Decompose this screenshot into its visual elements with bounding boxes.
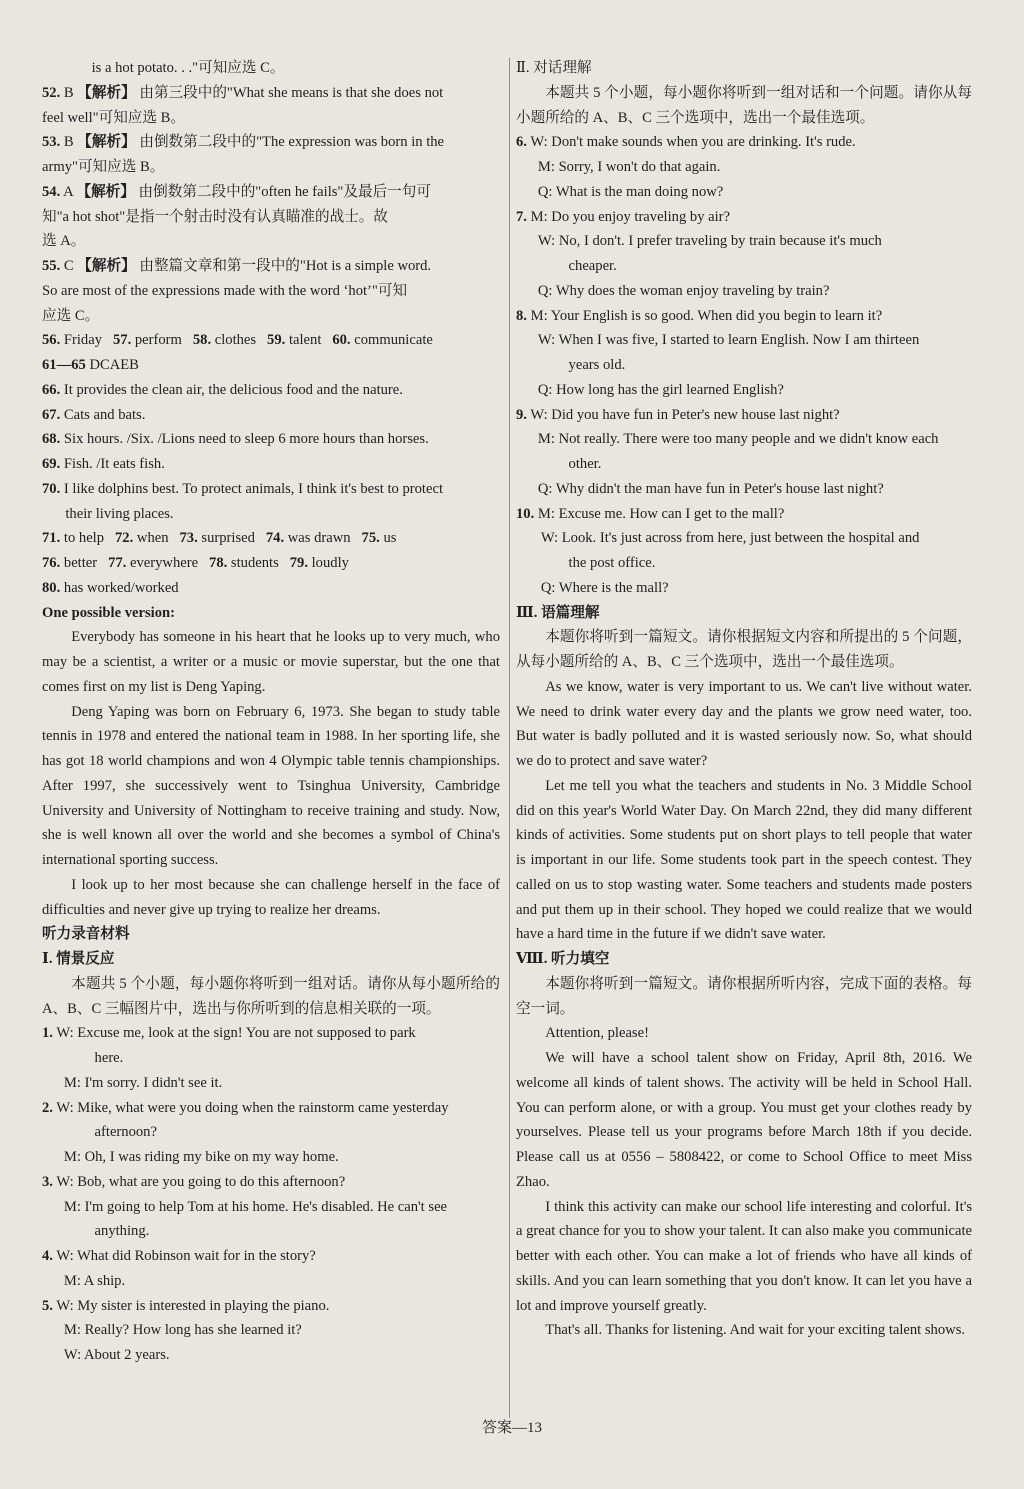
page-number: 答案—13 <box>481 1420 542 1436</box>
left-column <box>42 56 500 1368</box>
dialogue-line: M: Oh, I was riding my bike on my way home. <box>63 1149 339 1165</box>
right-column <box>516 56 972 1343</box>
dialogue-line: M: Do you enjoy traveling by air? <box>530 208 731 225</box>
answer-text: when <box>136 530 169 547</box>
answer-letter: A <box>63 183 73 200</box>
essay-paragraph: I look up to her most because she can challenge herself in the face of difficulties and never give up trying to realize her dreams. <box>42 876 500 918</box>
dialogue-line: M: I'm going to help Tom at his home. He's disabled. He can't see <box>63 1198 448 1215</box>
analysis-tag: 【解析】 <box>77 258 136 274</box>
answer-text: students <box>230 555 279 571</box>
question-6 <box>516 130 972 204</box>
answer-text: Friday <box>63 332 103 349</box>
section-3-paragraph: Let me tell you what the teachers and students in No. 3 Middle School did on this year's World Water Day. On March 22nd, they did many different kinds of activities. Some students put on short plays to tell people that water is important in our life. Some students took part in the speech contest. They called on us to stop wasting water. Some teachers and students made posters and put them up in their school. They hoped we could realize that we would have a hard time in the future if we didn't save water. <box>516 777 972 943</box>
answer-69 <box>42 452 500 477</box>
answer-number: 78. <box>209 555 228 571</box>
dialogue-line: W: When I was five, I started to learn English. Now I am thirteen <box>537 332 920 349</box>
dialogue-line: W: No, I don't. I prefer traveling by train because it's much <box>537 233 882 250</box>
answers-56-60 <box>42 328 500 353</box>
answer-text: Fish. /It eats fish. <box>63 456 165 472</box>
dialogue-line: M: A ship. <box>63 1272 126 1289</box>
dialogue-line: Q: Where is the mall? <box>540 579 669 596</box>
answer-66 <box>42 378 500 403</box>
answer-number: 70. <box>42 480 61 497</box>
dialogue-line: other. <box>568 456 602 472</box>
answer-number: 67. <box>42 406 61 423</box>
section-3-title: Ⅲ. 语篇理解 <box>516 604 600 621</box>
dialogue-line: W: My sister is interested in playing the piano. <box>56 1297 330 1314</box>
question-number: 6. <box>516 134 527 151</box>
section-8-paragraph: Attention, please! <box>545 1025 649 1042</box>
essay-paragraph: Everybody has someone in his heart that he looks up to very much, who may be a scientist, a writer or a music or movie superstar, but the one that comes first on my list is Deng Yaping. <box>42 629 500 695</box>
answer-number: 79. <box>289 555 308 571</box>
dialogue-line: here. <box>94 1050 124 1066</box>
dialogue-line: Q: Why does the woman enjoy traveling by train? <box>537 282 830 299</box>
answer-number: 59. <box>267 332 286 349</box>
answer-number: 71. <box>42 530 61 547</box>
answer-letter: B <box>63 134 74 151</box>
analysis-tag: 【解析】 <box>77 84 136 101</box>
essay-title: One possible version: <box>42 604 175 621</box>
answer-text: talent <box>288 332 322 349</box>
answer-53 <box>42 130 500 180</box>
essay-paragraph: Deng Yaping was born on February 6, 1973. She began to study table tennis in 1978 and entered the national team in 1988. In her sporting life, she has got 18 world champions and won 4 Olympic table tennis championships. After 1997, she successively went to Tsinghua University, Cambridge University and University of Nottingham to receive training and study. Now, she is well known all over the world and she becomes a symbol of China's international sporting success. <box>42 703 500 868</box>
dialogue-line: W: Don't make sounds when you are drinking. It's rude. <box>530 134 856 151</box>
analysis-text: 知"a hot shot"是指一个射击时没有认真瞄准的战士。故 <box>42 208 388 225</box>
question-10 <box>516 502 972 601</box>
answer-text: clothes <box>214 332 257 349</box>
answer-text: DCAEB <box>89 357 139 373</box>
dialogue-line: Q: What is the man doing now? <box>537 183 724 200</box>
question-number: 5. <box>42 1297 53 1314</box>
answer-52 <box>42 81 500 131</box>
question-number: 8. <box>516 307 527 324</box>
answer-number: 77. <box>108 555 127 571</box>
answer-number: 54. <box>42 183 61 200</box>
analysis-text: 选 A。 <box>42 233 86 250</box>
dialogue-line: W: Bob, what are you going to do this afternoon? <box>56 1173 346 1190</box>
section-3-intro: 本题你将听到一篇短文。请你根据短文内容和所提出的 5 个问题，从每小题所给的 A、B、C 三个选项中，选出一个最佳选项。 <box>516 629 972 670</box>
analysis-text: So are most of the expressions made with the word ‘hot’"可知 <box>42 282 408 299</box>
answer-text: I like dolphins best. To protect animals, I think it's best to protect <box>63 480 444 497</box>
dialogue-line: M: Not really. There were too many people and we didn't know each <box>537 431 939 448</box>
question-number: 2. <box>42 1099 53 1116</box>
question-number: 1. <box>42 1025 53 1042</box>
question-number: 4. <box>42 1248 53 1264</box>
question-number: 7. <box>516 208 527 225</box>
answer-number: 52. <box>42 84 61 101</box>
dialogue-line: M: Sorry, I won't do that again. <box>537 159 721 175</box>
answer-67 <box>42 403 500 428</box>
dialogue-line: afternoon? <box>94 1124 157 1141</box>
answer-51-continuation: is a hot potato. . ."可知应选 C。 <box>91 60 285 76</box>
answer-number: 73. <box>179 530 198 547</box>
column-divider <box>509 58 510 1418</box>
answer-55 <box>42 254 500 328</box>
section-1-intro: 本题共 5 个小题，每小题你将听到一组对话。请你从每小题所给的 A、B、C 三幅图片中，选出与你所听到的信息相关联的一项。 <box>42 975 500 1017</box>
listening-title: 听力录音材料 <box>42 926 130 943</box>
answer-number: 56. <box>42 332 61 349</box>
dialogue-5 <box>42 1294 500 1368</box>
answer-text: loudly <box>311 555 349 571</box>
analysis-text: 由整篇文章和第一段中的"Hot is a simple word. <box>139 258 432 274</box>
answer-text: has worked/worked <box>63 579 179 596</box>
section-8-paragraph: We will have a school talent show on Friday, April 8th, 2016. We welcome all kinds of talent shows. The activity will be held in School Hall. You can perform alone, or with a group. You must get your clothes ready by yourselves. Please tell us your programs before March 18th if you decide. Please call us at 0556 – 5808422, or come to School Office to meet Miss Zhao. <box>516 1050 972 1190</box>
answer-text: surprised <box>201 530 255 547</box>
question-9 <box>516 403 972 502</box>
dialogue-line: anything. <box>94 1223 150 1240</box>
analysis-text: army"可知应选 B。 <box>42 159 165 175</box>
analysis-text: 由倒数第二段中的"The expression was born in the <box>139 134 445 151</box>
answer-letter: B <box>63 84 74 101</box>
answer-number: 72. <box>115 530 134 547</box>
question-8 <box>516 304 972 403</box>
answer-text: Six hours. /Six. /Lions need to sleep 6 more hours than horses. <box>63 431 429 448</box>
dialogue-line: the post office. <box>568 555 656 571</box>
answer-letter: C <box>63 258 74 274</box>
dialogue-4 <box>42 1244 500 1294</box>
answer-70 <box>42 477 500 527</box>
answer-text: perform <box>134 332 182 349</box>
answer-number: 57. <box>112 332 132 349</box>
question-number: 9. <box>516 406 527 423</box>
section-2-title: Ⅱ. 对话理解 <box>516 60 592 76</box>
answer-number: 68. <box>42 431 61 448</box>
answer-number: 66. <box>42 381 61 398</box>
answer-text: us <box>383 530 397 547</box>
section-2-intro: 本题共 5 个小题，每小题你将听到一组对话和一个问题。请你从每小题所给的 A、B、C 三个选项中，选出一个最佳选项。 <box>516 84 972 126</box>
answer-text: It provides the clean air, the delicious food and the nature. <box>63 381 403 398</box>
answer-number: 80. <box>42 579 61 596</box>
section-3-paragraph: As we know, water is very important to us. We can't live without water. We need to drink water every day and the plants we grow need water, too. But water is badly polluted and it is wasted seriously now. So, what should we do to protect and save water? <box>516 678 972 769</box>
answer-number: 60. <box>332 332 351 349</box>
dialogue-line: M: Excuse me. How can I get to the mall? <box>537 505 785 522</box>
answers-61-65 <box>42 353 500 378</box>
dialogue-line: M: Your English is so good. When did you begin to learn it? <box>530 307 883 324</box>
analysis-tag: 【解析】 <box>76 183 135 200</box>
answer-number: 61—65 <box>42 357 86 373</box>
analysis-text: feel well"可知应选 B。 <box>42 109 185 126</box>
dialogue-1 <box>42 1021 500 1095</box>
answer-text: Cats and bats. <box>63 406 146 423</box>
answer-54 <box>42 180 500 254</box>
answer-text: communicate <box>354 332 433 349</box>
dialogue-line: M: Really? How long has she learned it? <box>63 1322 302 1339</box>
question-7 <box>516 205 972 304</box>
dialogue-line: Q: How long has the girl learned English? <box>537 381 784 398</box>
answer-text: their living places. <box>65 505 174 522</box>
dialogue-line: years old. <box>568 357 626 373</box>
answer-text: was drawn <box>287 530 351 547</box>
dialogue-line: W: Did you have fun in Peter's new house last night? <box>530 406 840 423</box>
dialogue-line: W: Look. It's just across from here, just between the hospital and <box>540 530 920 547</box>
answer-number: 74. <box>265 530 285 547</box>
section-1-title: Ⅰ. 情景反应 <box>42 951 115 967</box>
dialogue-line: W: What did Robinson wait for in the story? <box>56 1248 316 1264</box>
dialogue-line: M: I'm sorry. I didn't see it. <box>63 1074 223 1091</box>
answer-number: 75. <box>361 530 380 547</box>
dialogue-line: W: About 2 years. <box>63 1347 170 1363</box>
answer-number: 69. <box>42 456 61 472</box>
dialogue-line: W: Mike, what were you doing when the rainstorm came yesterday <box>56 1099 449 1116</box>
analysis-text: 由倒数第二段中的"often he fails"及最后一句可 <box>138 183 431 200</box>
analysis-text: 应选 C。 <box>42 307 100 324</box>
question-number: 10. <box>516 505 535 522</box>
answer-number: 53. <box>42 134 61 151</box>
answer-number: 55. <box>42 258 61 274</box>
answer-68 <box>42 427 500 452</box>
dialogue-line: W: Excuse me, look at the sign! You are not supposed to park <box>56 1025 416 1042</box>
answer-text: everywhere <box>130 555 199 571</box>
answer-number: 76. <box>42 555 61 571</box>
question-number: 3. <box>42 1173 53 1190</box>
dialogue-3 <box>42 1170 500 1244</box>
answer-text: better <box>63 555 98 571</box>
section-8-intro: 本题你将听到一篇短文。请你根据所听内容，完成下面的表格。每空一词。 <box>516 975 972 1017</box>
answer-text: to help <box>63 530 105 547</box>
answer-number: 58. <box>192 332 212 349</box>
answer-80 <box>42 576 500 601</box>
section-8-title: Ⅷ. 听力填空 <box>516 951 610 967</box>
dialogue-line: cheaper. <box>568 258 617 274</box>
section-8-paragraph: That's all. Thanks for listening. And wait for your exciting talent shows. <box>545 1322 966 1339</box>
section-8-paragraph: I think this activity can make our school life interesting and colorful. It's a great chance for you to show your talent. It can also make you communicate better with each other. You can make a lot of friends who have all kinds of skills. And you can learn something that you don't know. It can let you have a lot and improve yourself greatly. <box>516 1198 972 1314</box>
dialogue-line: Q: Why didn't the man have fun in Peter's house last night? <box>537 480 884 497</box>
answers-76-79 <box>42 551 500 576</box>
dialogue-2 <box>42 1096 500 1170</box>
answers-71-75 <box>42 526 500 551</box>
analysis-tag: 【解析】 <box>77 134 136 151</box>
analysis-text: 由第三段中的"What she means is that she does not <box>139 84 444 101</box>
